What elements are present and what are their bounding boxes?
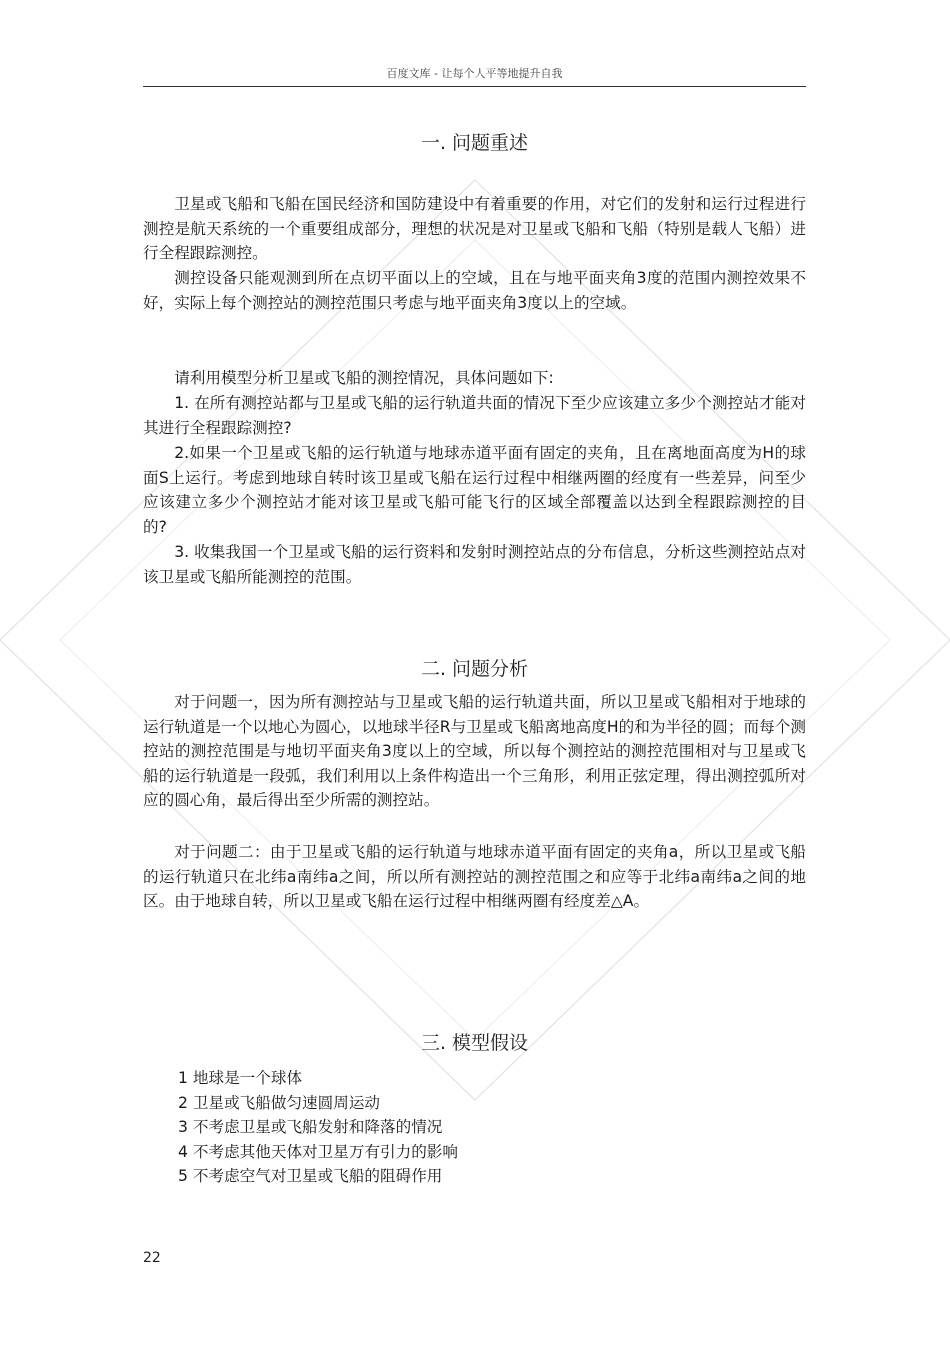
- paragraph: 测控设备只能观测到所在点切平面以上的空域，且在与地平面夹角3度的范围内测控效果不好，实际上每个测控站的测控范围只考虑与地平面夹角3度以上的空域。: [143, 269, 806, 312]
- question-1: 1. 在所有测控站都与卫星或飞船的运行轨道共面的情况下至少应该建立多少个测控站才能对其进行全程跟踪测控?: [143, 394, 806, 437]
- paragraph: 请利用模型分析卫星或飞船的测控情况，具体问题如下:: [174, 369, 554, 387]
- assumption-list: [178, 1066, 798, 1189]
- section-title-restatement: 一. 问题重述: [420, 132, 529, 154]
- list-item: 4 不考虑其他天体对卫星万有引力的影响: [178, 1142, 458, 1161]
- list-item: 2 卫星或飞船做匀速圆周运动: [178, 1093, 381, 1112]
- page-number: 22: [143, 1250, 161, 1266]
- section-title-assumptions: 三. 模型假设: [420, 1032, 529, 1054]
- question-3: 3. 收集我国一个卫星或飞船的运行资料和发射时测控站点的分布信息，分析这些测控站点对该卫星或飞船所能测控的范围。: [143, 543, 806, 586]
- question-2: 2.如果一个卫星或飞船的运行轨道与地球赤道平面有固定的夹角，且在离地面高度为H的球面S上运行。考虑到地球自转时该卫星或飞船在运行过程中相继两圈的经度有一些差异，问至少应该建立多少个测控站才能对该卫星或飞船可能飞行的区域全部覆盖以达到全程跟踪测控的目的?: [143, 444, 806, 536]
- list-item: 1 地球是一个球体: [178, 1069, 303, 1087]
- section-title-analysis: 二. 问题分析: [420, 658, 529, 680]
- paragraph: 卫星或飞船和飞船在国民经济和国防建设中有着重要的作用，对它们的发射和运行过程进行测控是航天系统的一个重要组成部分，理想的状况是对卫星或飞船和飞船（特别是载人飞船）进行全程跟踪测控。: [143, 195, 806, 263]
- paragraph: 对于问题一，因为所有测控站与卫星或飞船的运行轨道共面，所以卫星或飞船相对于地球的运行轨道是一个以地心为圆心，以地球半径R与卫星或飞船离地高度H的和为半径的圆；而每个测控站的测控范围是与地切平面夹角3度以上的空域，所以每个测控站的测控范围相对与卫星或飞船的运行轨道是一段弧，我们利用以上条件构造出一个三角形，利用正弦定理，得出测控弧所对应的圆心角，最后得出至少所需的测控站。: [143, 693, 806, 810]
- page-header: 百度文库 - 让每个人平等地提升自我: [143, 62, 806, 87]
- list-item: 3 不考虑卫星或飞船发射和降落的情况: [178, 1118, 443, 1137]
- paragraph: 对于问题二：由于卫星或飞船的运行轨道与地球赤道平面有固定的夹角a，所以卫星或飞船的运行轨道只在北纬a南纬a之间，所以所有测控站的测控范围之和应等于北纬a南纬a之间的地区。由于地球自转，所以卫星或飞船在运行过程中相继两圈有经度差△A。: [143, 843, 806, 911]
- list-item: 5 不考虑空气对卫星或飞船的阻碍作用: [178, 1167, 443, 1186]
